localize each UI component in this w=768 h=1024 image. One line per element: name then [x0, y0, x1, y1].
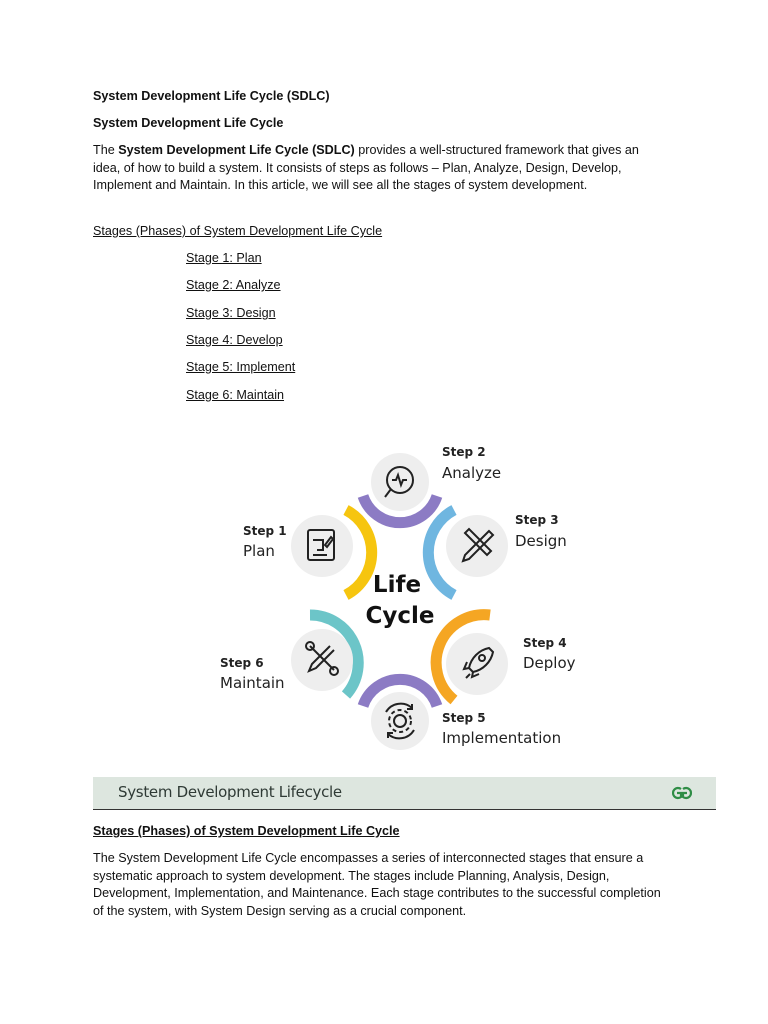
step-5-circle: [371, 692, 429, 750]
stage-link-plan[interactable]: Stage 1: Plan: [186, 251, 262, 265]
step-1-label: Plan: [243, 542, 275, 560]
step-3-node: [428, 510, 566, 595]
step-4-node: [436, 615, 576, 700]
intro-suffix: provides a well-structured framework that gives an idea, of how to build a system. It consists of steps as follows – Plan, Analyze, Design, Develop, Implement and Maintain. In this article, we will see all the stages of system development.: [93, 143, 639, 193]
figure-caption-banner: [93, 777, 716, 810]
step-3-number: Step 3: [515, 513, 559, 527]
gfg-logo-path: [673, 788, 691, 798]
step-2-label: Analyze: [442, 464, 502, 482]
life-cycle-diagram: [200, 430, 600, 765]
step-2-number: Step 2: [442, 445, 486, 459]
diagram-center-line-1: Life: [372, 572, 422, 598]
step-6-circle: [291, 629, 353, 691]
step-6-number: Step 6: [220, 656, 264, 670]
step-4-number: Step 4: [523, 636, 567, 650]
step-4-circle: [446, 633, 508, 695]
stage-link-design[interactable]: Stage 3: Design: [186, 306, 276, 320]
step-3-label: Design: [515, 532, 567, 550]
step-5-label: Implementation: [442, 729, 562, 747]
step-6-node: [220, 615, 358, 695]
step-4-label: Deploy: [523, 654, 576, 672]
step-5-number: Step 5: [442, 711, 486, 725]
stage-link-develop[interactable]: Stage 4: Develop: [186, 333, 283, 347]
document-title: System Development Life Cycle (SDLC): [93, 89, 330, 103]
section-heading[interactable]: Stages (Phases) of System Development Life Cycle: [93, 824, 400, 838]
intro-paragraph: [93, 142, 668, 195]
section-paragraph: The System Development Life Cycle encompasses a series of interconnected stages that ensure a systematic approach to system development. The stages include Planning, Analysis, Design, Development, Implementation, and Maintenance. Each stage contributes to the successful completion of the system, with System Design serving as a crucial component.: [93, 851, 661, 918]
stage-link-implement[interactable]: Stage 5: Implement: [186, 360, 296, 374]
diagram-center-line-2: Cycle: [365, 603, 435, 629]
stage-link-analyze[interactable]: Stage 2: Analyze: [186, 278, 281, 292]
intro-bold-term: System Development Life Cycle (SDLC): [118, 143, 355, 157]
document-subtitle: System Development Life Cycle: [93, 116, 284, 130]
step-2-node: [363, 445, 501, 523]
step-1-node: [243, 510, 372, 595]
stage-link-maintain[interactable]: Stage 6: Maintain: [186, 388, 285, 402]
step-1-number: Step 1: [243, 524, 287, 538]
gfg-logo-icon: [672, 785, 692, 801]
stages-heading-link[interactable]: Stages (Phases) of System Development Life Cycle: [93, 224, 383, 238]
intro-prefix: The: [93, 143, 119, 157]
step-6-label: Maintain: [220, 674, 285, 692]
figure-caption: System Development Lifecycle: [118, 783, 342, 801]
